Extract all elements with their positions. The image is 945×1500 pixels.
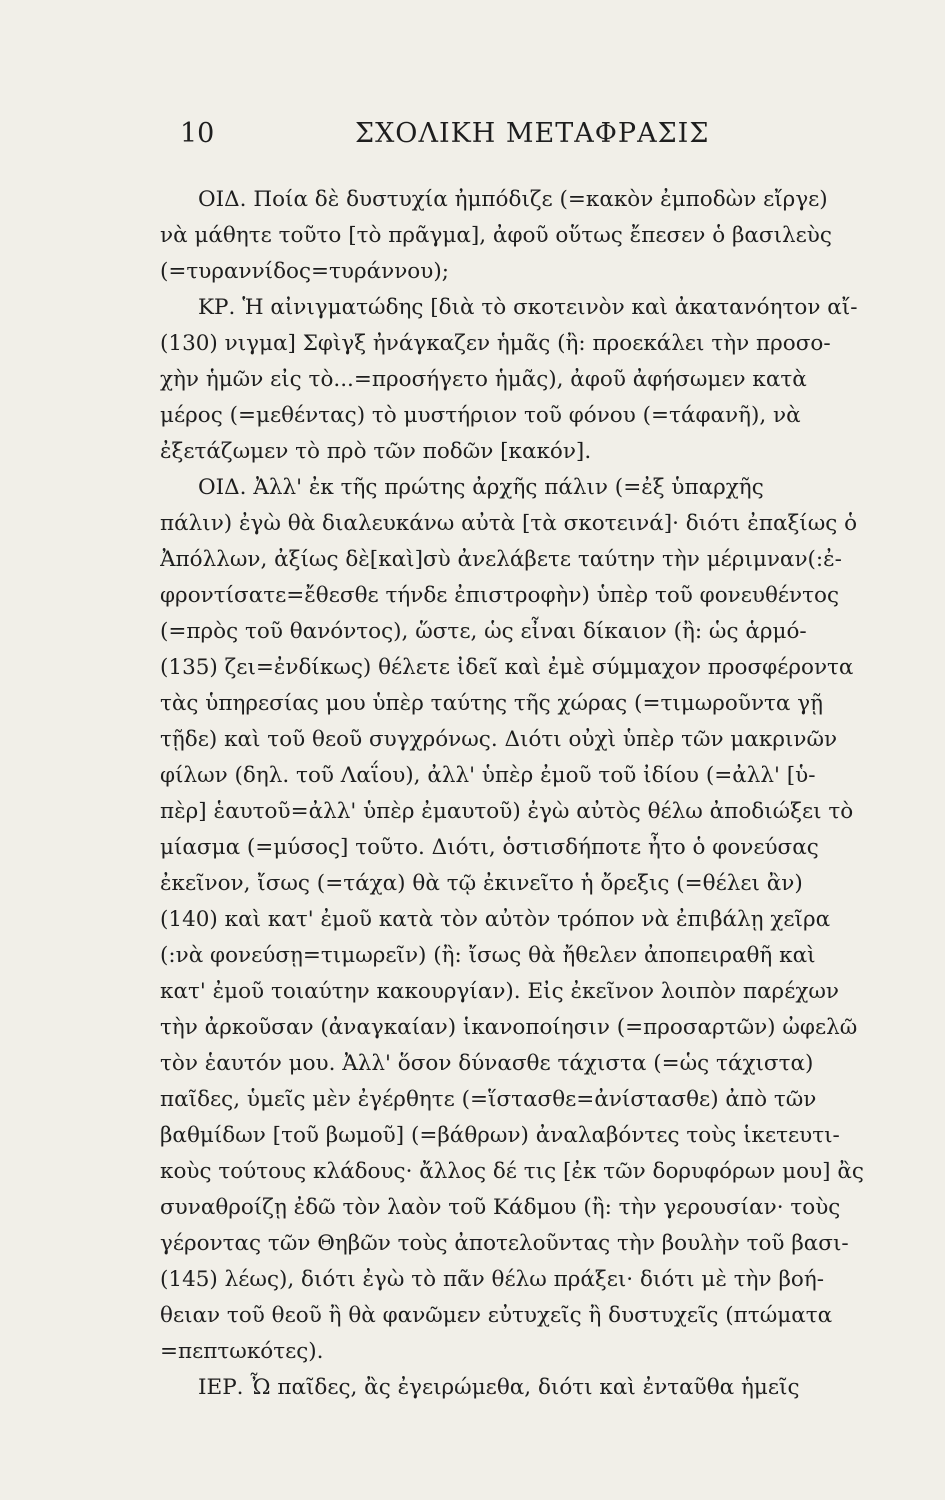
text-line: (=πρὸς τοῦ θανόντος), ὥστε, ὡς εἶναι δίκαιον (ἢ: ὡς ἁρμό-	[160, 619, 807, 644]
text-line: τῇδε) καὶ τοῦ θεοῦ συγχρόνως. Διότι οὐχὶ ὑπὲρ τῶν μακρινῶν	[160, 727, 838, 752]
page-number: 10	[180, 118, 215, 149]
text-line: μίασμα (=μύσος] τοῦτο. Διότι, ὁστισδήποτε ἦτο ὁ φονεύσας	[160, 835, 819, 860]
text-line: ἐξετάζωμεν τὸ πρὸ τῶν ποδῶν [κακόν].	[160, 439, 592, 464]
running-title: ΣΧΟΛΙΚΗ ΜΕΤΑΦΡΑΣΙΣ	[355, 118, 710, 149]
text-line: ΚΡ. Ἡ αἰνιγματώδης [διὰ τὸ σκοτεινὸν καὶ ἀκατανόητον αἴ-	[198, 295, 858, 320]
text-line: παῖδες, ὑμεῖς μὲν ἐγέρθητε (=ἵστασθε=ἀνίστασθε) ἀπὸ τῶν	[160, 1087, 817, 1112]
text-line: ΟΙΔ. Ἀλλ' ἐκ τῆς πρώτης ἀρχῆς πάλιν (=ἐξ ὑπαρχῆς	[198, 475, 764, 500]
text-line: γέροντας τῶν Θηβῶν τοὺς ἀποτελοῦντας τὴν βουλὴν τοῦ βασι-	[160, 1231, 849, 1256]
text-line: (140) καὶ κατ' ἐμοῦ κατὰ τὸν αὐτὸν τρόπον νὰ ἐπιβάλῃ χεῖρα	[160, 907, 831, 932]
text-line: φίλων (δηλ. τοῦ Λαΐου), ἀλλ' ὑπὲρ ἐμοῦ τοῦ ἰδίου (=ἀλλ' [ὑ-	[160, 763, 816, 788]
text-line: φροντίσατε=ἔθεσθε τήνδε ἐπιστροφὴν) ὑπὲρ τοῦ φονευθέντος	[160, 583, 839, 608]
page-header	[0, 118, 945, 158]
text-line: χὴν ἡμῶν εἰς τὸ...=προσήγετο ἡμᾶς), ἀφοῦ ἀφήσωμεν κατὰ	[160, 367, 807, 392]
text-line: κατ' ἐμοῦ τοιαύτην κακουργίαν). Εἰς ἐκεῖνον λοιπὸν παρέχων	[160, 979, 839, 1004]
text-line: ΙΕΡ. Ὦ παῖδες, ἂς ἐγειρώμεθα, διότι καὶ ἐνταῦθα ἡμεῖς	[198, 1375, 800, 1400]
text-line: κοὺς τούτους κλάδους· ἄλλος δέ τις [ἐκ τῶν δορυφόρων μου] ἂς	[160, 1159, 864, 1184]
text-line: (145) λέως), διότι ἐγὼ τὸ πᾶν θέλω πράξει· διότι μὲ τὴν βοή-	[160, 1267, 824, 1292]
text-line: Ἀπόλλων, ἀξίως δὲ[καὶ]σὺ ἀνελάβετε ταύτην τὴν μέριμναν(:ἐ-	[160, 547, 842, 572]
text-line: τὴν ἀρκοῦσαν (ἀναγκαίαν) ἱκανοποίησιν (=προσαρτῶν) ὠφελῶ	[160, 1015, 858, 1040]
text-line: θειαν τοῦ θεοῦ ἢ θὰ φανῶμεν εὐτυχεῖς ἢ δυστυχεῖς (πτώματα	[160, 1303, 833, 1328]
text-line: =πεπτωκότες).	[160, 1339, 324, 1364]
text-line: τὸν ἑαυτόν μου. Ἀλλ' ὅσον δύνασθε τάχιστα (=ὡς τάχιστα)	[160, 1051, 814, 1076]
text-line: (135) ζει=ἐνδίκως) θέλετε ἰδεῖ καὶ ἐμὲ σύμμαχον προσφέροντα	[160, 655, 854, 680]
text-line: τὰς ὑπηρεσίας μου ὑπὲρ ταύτης τῆς χώρας (=τιμωροῦντα γῇ	[160, 691, 823, 716]
text-line: πάλιν) ἐγὼ θὰ διαλευκάνω αὐτὰ [τὰ σκοτεινά]· διότι ἐπαξίως ὁ	[160, 511, 858, 536]
text-line: ΟΙΔ. Ποία δὲ δυστυχία ἠμπόδιζε (=κακὸν ἐμποδὼν εἴργε)	[198, 187, 828, 212]
text-line: νὰ μάθητε τοῦτο [τὸ πρᾶγμα], ἀφοῦ οὕτως ἔπεσεν ὁ βασιλεὺς	[160, 223, 832, 248]
text-line: (:νὰ φονεύσῃ=τιμωρεῖν) (ἢ: ἴσως θὰ ἤθελεν ἀποπειραθῆ καὶ	[160, 943, 816, 968]
text-line: (130) νιγμα] Σφὶγξ ἠνάγκαζεν ἡμᾶς (ἢ: προεκάλει τὴν προσο-	[160, 331, 831, 356]
text-line: πὲρ] ἑαυτοῦ=ἀλλ' ὑπὲρ ἐμαυτοῦ) ἐγὼ αὐτὸς θέλω ἀποδιώξει τὸ	[160, 799, 854, 824]
text-line: ἐκεῖνον, ἴσως (=τάχα) θὰ τῷ ἐκινεῖτο ἡ ὄρεξις (=θέλει ἂν)	[160, 871, 803, 896]
text-line: μέρος (=μεθέντας) τὸ μυστήριον τοῦ φόνου (=τάφανῆ), νὰ	[160, 403, 801, 428]
text-line: συναθροίζῃ ἐδῶ τὸν λαὸν τοῦ Κάδμου (ἢ: τὴν γερουσίαν· τοὺς	[160, 1195, 841, 1220]
text-line: βαθμίδων [τοῦ βωμοῦ] (=βάθρων) ἀναλαβόντες τοὺς ἱκετευτι-	[160, 1123, 840, 1148]
text-line: (=τυραννίδος=τυράννου);	[160, 259, 449, 284]
